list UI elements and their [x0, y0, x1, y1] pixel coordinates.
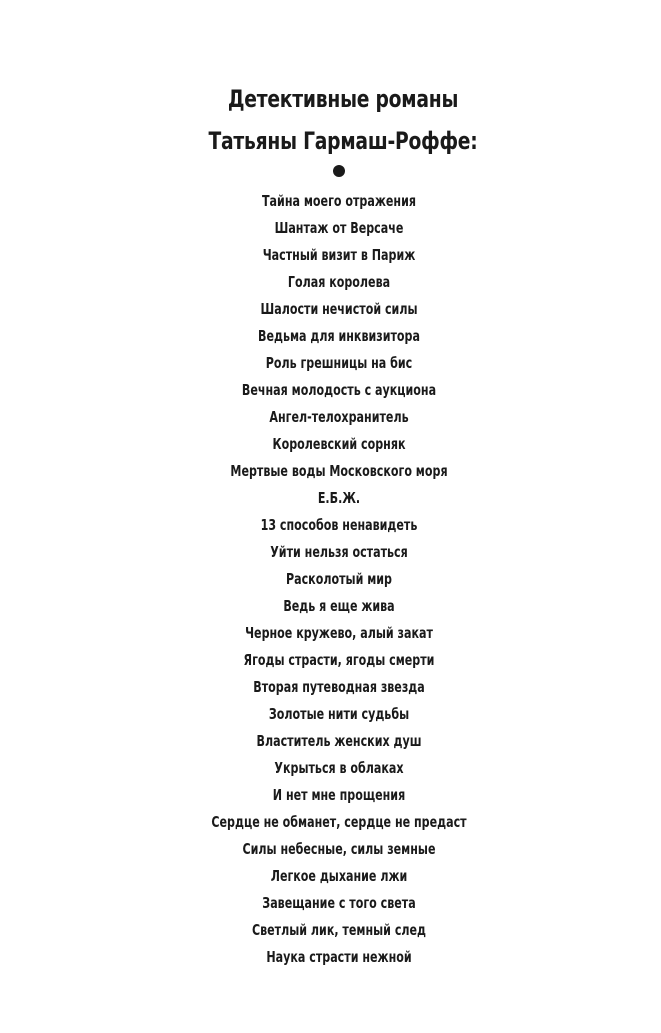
book-title: Властитель женских душ	[256, 732, 422, 750]
book-title: Силы небесные, силы земные	[242, 840, 436, 858]
book-title: Королевский сорняк	[272, 435, 406, 453]
book-title: Шалости нечистой силы	[260, 300, 418, 318]
book-title: Легкое дыхание лжи	[270, 867, 408, 885]
book-title: Вечная молодость с аукциона	[241, 381, 437, 399]
book-title: Вторая путеводная звезда	[253, 678, 425, 696]
book-title: Шантаж от Версаче	[274, 219, 404, 237]
book-title: Тайна моего отражения	[261, 192, 417, 210]
book-title: Голая королева	[287, 273, 391, 291]
book-title: Ангел-телохранитель	[269, 408, 409, 426]
book-title: Мертвые воды Московского моря	[230, 462, 448, 480]
book-title: Укрыться в облаках	[274, 759, 404, 777]
book-title-list	[88, 188, 590, 971]
book-title: Светлый лик, темный след	[251, 921, 427, 939]
book-title: Черное кружево, алый закат	[245, 624, 433, 642]
book-title: И нет мне прощения	[272, 786, 406, 804]
book-title: Наука страсти нежной	[266, 948, 412, 966]
book-title: Частный визит в Париж	[262, 246, 416, 264]
book-title: Ведь я еще жива	[283, 597, 395, 615]
book-title: Ягоды страсти, ягоды смерти	[243, 651, 435, 669]
book-title: Ведьма для инквизитора	[258, 327, 420, 345]
book-title: Золотые нити судьбы	[268, 705, 410, 723]
book-title: Роль грешницы на бис	[265, 354, 413, 372]
book-title: Расколотый мир	[285, 570, 393, 588]
book-title: Сердце не обманет, сердце не предаст	[211, 813, 467, 831]
heading-line-1: Детективные романы	[227, 85, 459, 113]
book-title: Уйти нельзя остаться	[270, 543, 408, 561]
bullet-dot-icon	[333, 165, 345, 177]
book-title: Завещание с того света	[262, 894, 416, 912]
heading-line-2: Татьяны Гармаш-Роффе:	[208, 127, 478, 155]
book-title: 13 способов ненавидеть	[260, 516, 418, 534]
book-title: Е.Б.Ж.	[317, 489, 361, 507]
